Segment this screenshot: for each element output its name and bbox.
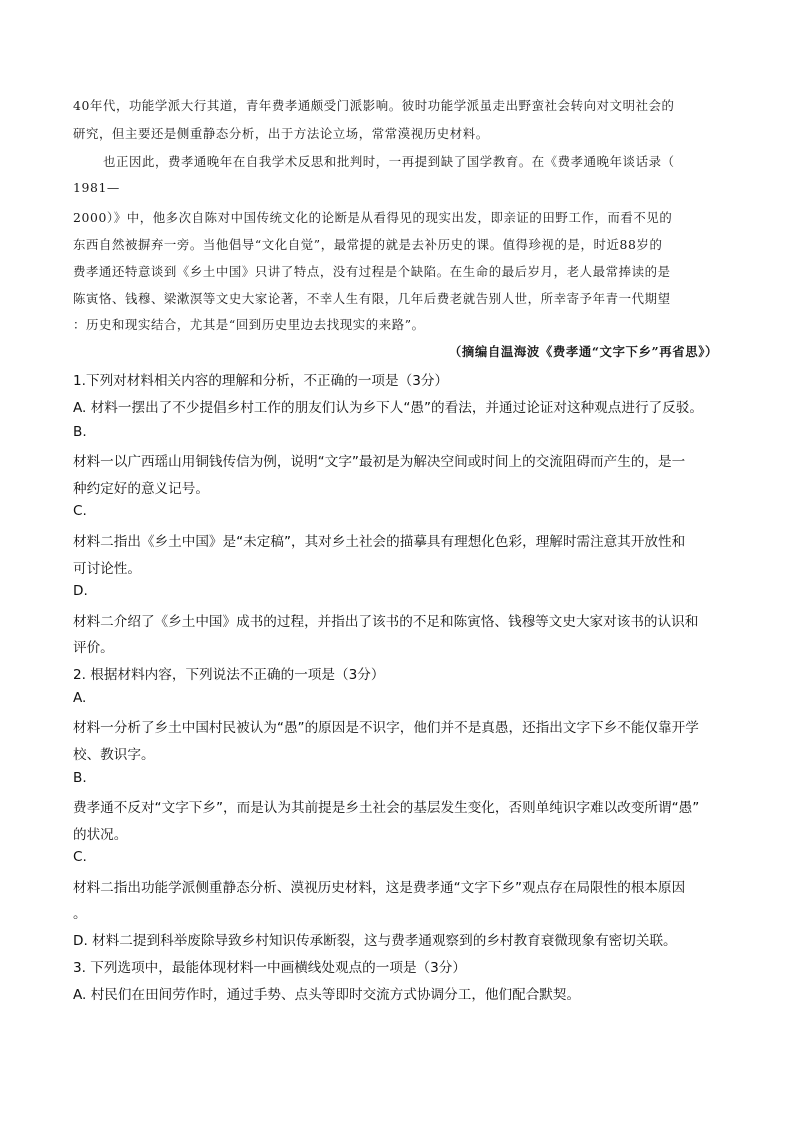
option-text: 村民们在田间劳作时，通过手势、点头等即时交流方式协调分工，他们配合默契。 (90, 987, 581, 1003)
passage-line: 陈寅恪、钱穆、梁漱溟等文史大家论著，不幸人生有限，几年后费老就告别人世，所幸寄予年青一代期望 (73, 291, 671, 306)
question-1-option-a (73, 396, 703, 416)
question-3-option-a (73, 983, 580, 1003)
option-label: D. (73, 933, 88, 949)
option-label: A. (73, 987, 87, 1003)
question-3-stem: 3. 下列选项中，最能体现材料一中画横线处观点的一项是（3分） (73, 960, 466, 976)
question-2-option-d (73, 929, 677, 949)
option-text: 材料一分析了乡土中国村民被认为“愚”的原因是不识字，他们并不是真愚，还指出文字下乡不能仅靠开学 (73, 720, 699, 736)
option-text: 评价。 (73, 640, 114, 656)
option-label-c: C. (73, 849, 87, 865)
question-2-stem: 2. 根据材料内容，下列说法不正确的一项是（3分） (73, 667, 385, 683)
option-text: 材料二指出《乡土中国》是“未定稿”，其对乡土社会的描摹具有理想化色彩，理解时需注意其开放性和 (73, 534, 686, 550)
option-text: 可讨论性。 (73, 561, 141, 577)
passage-line: 也正因此，费孝通晚年在自我学术反思和批判时，一再提到缺了国学教育。在《费孝通晚年谈话录（ (103, 154, 675, 169)
option-text: 材料一摆出了不少提倡乡村工作的朋友们认为乡下人“愚”的看法，并通过论证对这种观点进行了反驳。 (90, 400, 703, 416)
passage-line: 40年代，功能学派大行其道，青年费孝通颇受门派影响。彼时功能学派虽走出野蛮社会转向对文明社会的 (73, 98, 675, 113)
passage-line: 研究，但主要还是侧重静态分析，出于方法论立场，常常漠视历史材料。 (73, 126, 489, 141)
option-label-a: A. (73, 690, 87, 706)
option-text: 材料二提到科举废除导致乡村知识传承断裂，这与费孝通观察到的乡村教育衰微现象有密切关联。 (92, 933, 677, 949)
option-label-c: C. (73, 503, 87, 519)
option-text: 。 (73, 906, 87, 922)
option-label: A. (73, 400, 87, 416)
passage-source: （摘编自温海波《费孝通“文字下乡”再省思》） (448, 344, 718, 359)
option-text: 材料一以广西瑶山用铜钱传信为例，说明“文字”最初是为解决空间或时间上的交流阻碍而产生的，是一 (73, 454, 686, 470)
passage-line: 2000）》中，他多次自陈对中国传统文化的论断是从看得见的现实出发，即亲证的田野工作，而看不见的 (73, 210, 673, 225)
option-text: 费孝通不反对“文字下乡”，而是认为其前提是乡土社会的基层发生变化，否则单纯识字难以改变所谓“愚” (73, 800, 700, 816)
option-label-d: D. (73, 583, 88, 599)
option-text: 校、教识字。 (73, 747, 155, 763)
question-1-stem: 1.下列对材料相关内容的理解和分析，不正确的一项是（3分） (73, 373, 449, 389)
passage-line: ：历史和现实结合，尤其是“回到历史里边去找现实的来路”。 (73, 317, 425, 332)
option-text: 的状况。 (73, 827, 128, 843)
option-text: 种约定好的意义记号。 (73, 481, 209, 497)
option-label-b: B. (73, 424, 87, 440)
passage-line: 1981— (73, 180, 120, 195)
option-label-b: B. (73, 770, 87, 786)
option-text: 材料二指出功能学派侧重静态分析、漠视历史材料，这是费孝通“文字下乡”观点存在局限性的根本原因 (73, 880, 686, 896)
passage-line: 东西自然被摒弃一旁。当他倡导“文化自觉”，最常提的就是去补历史的课。值得珍视的是，时近88岁的 (73, 237, 663, 252)
passage-line: 费孝通还特意谈到《乡土中国》只讲了特点，没有过程是个缺陷。在生命的最后岁月，老人最常捧读的是 (73, 264, 671, 279)
option-text: 材料二介绍了《乡土中国》成书的过程，并指出了该书的不足和陈寅恪、钱穆等文史大家对该书的认识和 (73, 614, 699, 630)
